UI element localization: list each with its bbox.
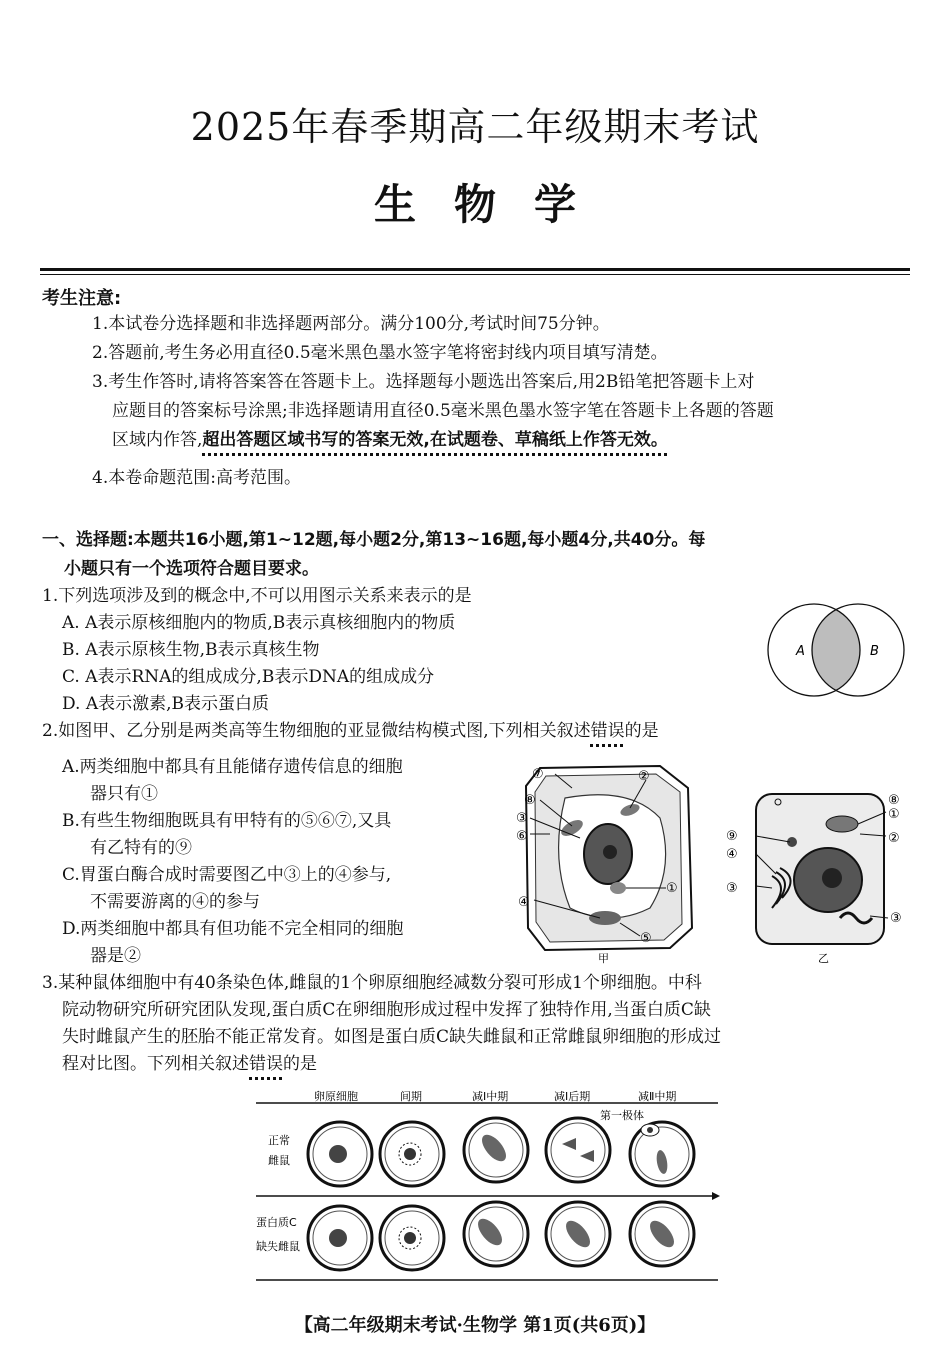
- notice-item-3-line1: 3.考生作答时,请将答案答在答题卡上。选择题每小题选出答案后,用2B铅笔把答题卡上对: [92, 372, 755, 392]
- q3-line4-mark: 错误: [249, 1054, 283, 1074]
- q2-option-d-cont: 器是②: [90, 946, 141, 966]
- q1-option-a: A. A表示原核细胞内的物质,B表示真核细胞内的物质: [62, 613, 456, 633]
- q2-option-c-cont: 不需要游离的④的参与: [90, 892, 260, 912]
- jia-label-8: ⑧: [524, 793, 536, 808]
- notice-emphasis: 超出答题区域书写的答案无效,在试题卷、草稿纸上作答无效。: [202, 430, 668, 450]
- q3-line4-pre: 程对比图。下列相关叙述: [62, 1054, 249, 1074]
- nucleolus: [603, 845, 617, 859]
- divider-thin: [40, 274, 910, 275]
- q2-stem-mark: 错误: [590, 721, 625, 741]
- row1-cells: [308, 1118, 694, 1186]
- q2-option-a: A.两类细胞中都具有且能储存遗传信息的细胞: [62, 757, 403, 777]
- yi-label-4: ④: [726, 847, 738, 862]
- jia-label-1: ①: [666, 881, 678, 896]
- chloroplast-3: [589, 911, 621, 925]
- q2-option-b: B.有些生物细胞既具有甲特有的⑤⑥⑦,又具: [62, 811, 392, 831]
- q2-option-d: D.两类细胞中都具有但功能不完全相同的细胞: [62, 919, 404, 939]
- q1-option-c: C. A表示RNA的组成成分,B表示DNA的组成成分: [62, 667, 435, 687]
- yi-label-1: ①: [888, 807, 900, 822]
- section-heading: [42, 526, 914, 584]
- jia-label-5: ⑤: [640, 931, 652, 946]
- oogenesis-figure: [250, 1086, 725, 1284]
- q3-line4: [62, 1051, 317, 1078]
- venn-label-a: A: [796, 644, 805, 659]
- notice-item-3-line2: 应题目的答案标号涂黑;非选择题请用直径0.5毫米黑色墨水签字笔在答题卡上各题的答题: [112, 401, 774, 421]
- jia-label-7: ⑦: [532, 767, 544, 782]
- row1-label-1: 正常: [268, 1134, 290, 1147]
- jia-caption: 甲: [598, 952, 609, 965]
- venn-diagram: [762, 602, 912, 702]
- section-heading-line2: 小题只有一个选项符合题目要求。: [64, 559, 319, 579]
- row2-label-2: 缺失雌鼠: [256, 1240, 300, 1253]
- exam-title: 2025年春季期高二年级期末考试: [190, 105, 760, 149]
- jia-label-6: ⑥: [516, 829, 528, 844]
- notice-item-3-line3: [92, 426, 914, 455]
- jia-label-2: ②: [638, 769, 650, 784]
- page-footer: 【高二年级期末考试·生物学 第1页(共6页)】: [294, 1315, 656, 1336]
- stage-4: 减Ⅰ后期: [554, 1090, 591, 1103]
- row1-label-2: 雌鼠: [268, 1154, 290, 1167]
- jia-label-4: ④: [518, 895, 530, 910]
- notice-heading: 考生注意:: [42, 288, 122, 309]
- nucleolus-yi: [822, 868, 842, 888]
- animal-cell-figure: [720, 788, 910, 968]
- section-heading-line1: 一、选择题:本题共16小题,第1~12题,每小题2分,第13~16题,每小题4分,共40分。每: [42, 530, 706, 550]
- yi-label-9: ⑨: [726, 829, 738, 844]
- q3-line1: 3.某种鼠体细胞中有40条染色体,雌鼠的1个卵原细胞经减数分裂可形成1个卵细胞。中科: [42, 973, 702, 993]
- jia-label-3: ③: [516, 811, 528, 826]
- mitochondrion: [610, 882, 626, 894]
- q3-line4-post: 的是: [283, 1054, 317, 1074]
- notice-item-3-line3-text: 区域内作答,: [112, 430, 203, 450]
- yi-caption: 乙: [818, 952, 829, 965]
- notice-item-1: 1.本试卷分选择题和非选择题两部分。满分100分,考试时间75分钟。: [92, 314, 610, 334]
- yi-label-3a: ③: [726, 881, 738, 896]
- notice-item-3: [92, 368, 914, 455]
- q3-line2: 院动物研究所研究团队发现,蛋白质C在卵细胞形成过程中发挥了独特作用,当蛋白质C缺: [62, 1000, 711, 1020]
- row2-cells: [308, 1202, 694, 1270]
- yi-label-8: ⑧: [888, 793, 900, 808]
- q2-stem: [42, 718, 659, 745]
- stage-2: 间期: [400, 1090, 422, 1103]
- q2-stem-pre: 2.如图甲、乙分别是两类高等生物细胞的亚显微结构模式图,下列相关叙述: [42, 721, 591, 741]
- stage-3: 减Ⅰ中期: [472, 1090, 509, 1103]
- stage-5: 减Ⅱ中期: [638, 1090, 677, 1103]
- notice-item-4: 4.本卷命题范围:高考范围。: [92, 468, 301, 488]
- q2-option-b-cont: 有乙特有的⑨: [90, 838, 192, 858]
- q1-stem: 1.下列选项涉及到的概念中,不可以用图示关系来表示的是: [42, 586, 472, 606]
- polar-body-label: 第一极体: [600, 1109, 644, 1122]
- yi-label-2: ②: [888, 831, 900, 846]
- q1-option-b: B. A表示原核生物,B表示真核生物: [62, 640, 320, 660]
- stage-1: 卵原细胞: [314, 1090, 358, 1103]
- notice-item-2: 2.答题前,考生务必用直径0.5毫米黑色墨水签字笔将密封线内项目填写清楚。: [92, 343, 668, 363]
- plant-cell-figure: [510, 758, 700, 968]
- q2-option-a-cont: 器只有①: [90, 784, 158, 804]
- q3-line3: 失时雌鼠产生的胚胎不能正常发育。如图是蛋白质C缺失雌鼠和正常雌鼠卵细胞的形成过: [62, 1027, 722, 1047]
- q2-option-c: C.胃蛋白酶合成时需要图乙中③上的④参与,: [62, 865, 392, 885]
- q1-option-d: D. A表示激素,B表示蛋白质: [62, 694, 270, 714]
- venn-label-b: B: [870, 644, 879, 659]
- subject-title: 生物学: [373, 180, 614, 229]
- yi-label-3b: ③: [890, 911, 902, 926]
- row2-label-1: 蛋白质C: [256, 1216, 297, 1229]
- divider-thick: [40, 268, 910, 271]
- mitochondrion-yi: [826, 816, 858, 832]
- q2-stem-post: 的是: [624, 721, 659, 741]
